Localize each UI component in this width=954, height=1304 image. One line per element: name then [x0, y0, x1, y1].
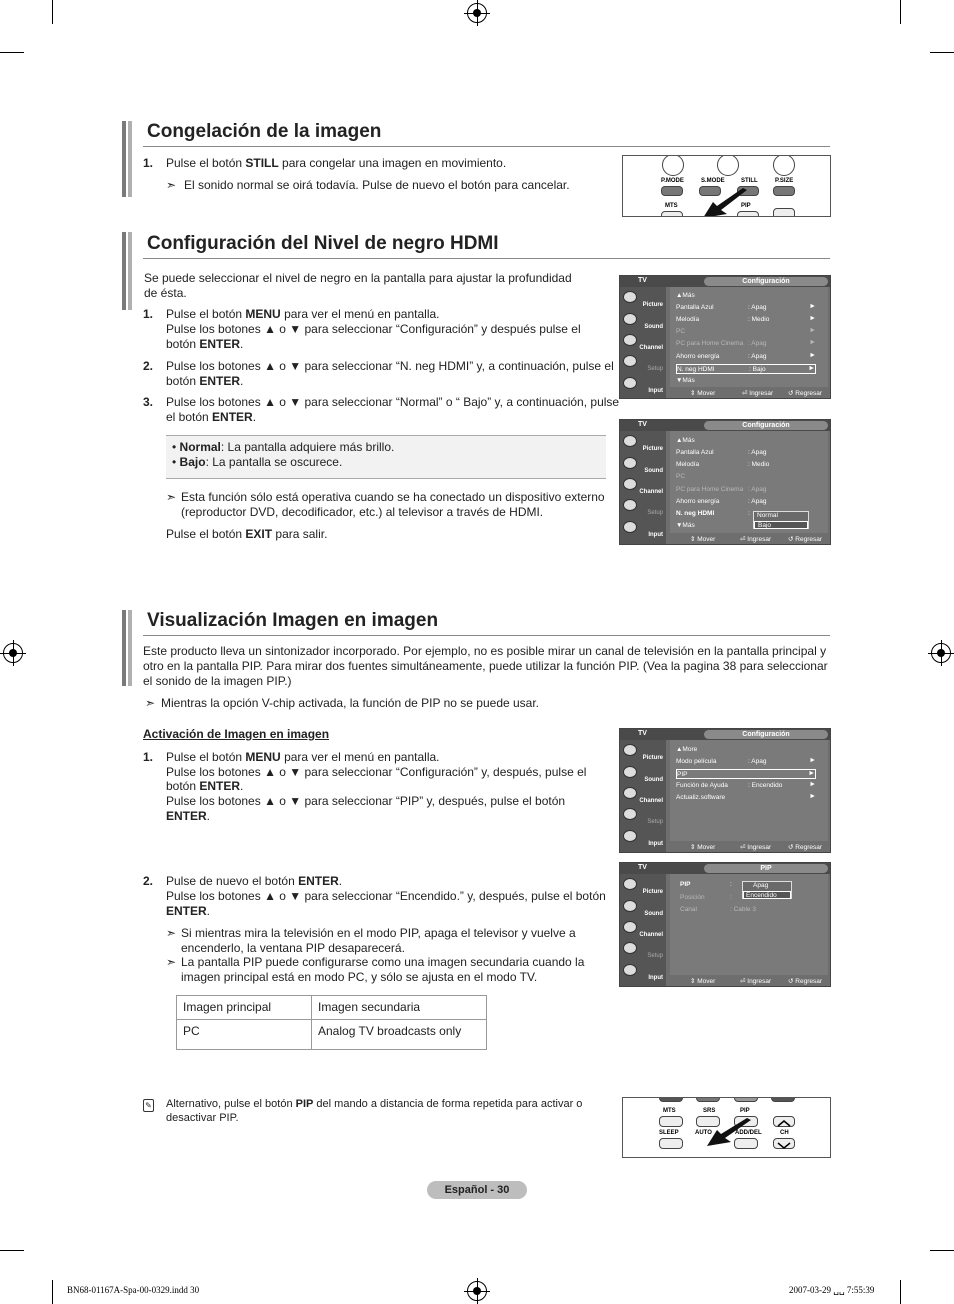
remote-label: STILL: [741, 178, 758, 184]
channel-icon: [623, 787, 637, 799]
crop-mark: [930, 1250, 954, 1251]
remote-label: ADD/DEL: [735, 1130, 762, 1136]
table-cell: Analog TV broadcasts only: [312, 1020, 487, 1050]
osd-title: Configuración: [704, 730, 828, 739]
remote-button-round: [717, 155, 739, 176]
osd-row: ▲Más: [676, 292, 695, 299]
osd-side-label: Picture: [642, 889, 663, 895]
section-bar: [122, 610, 132, 686]
osd-foot-return: ↺ Regresar: [788, 978, 822, 985]
remote-button: [659, 1116, 683, 1127]
osd-row: ▼Más: [676, 377, 695, 384]
remote-button: [659, 1138, 683, 1149]
sound-icon: [623, 900, 637, 912]
channel-icon: [623, 921, 637, 933]
picture-icon: [623, 291, 637, 303]
osd-foot-move: ⇕ Mover: [690, 390, 716, 397]
step-text: botón ENTER.: [166, 374, 244, 388]
setup-icon: [623, 808, 637, 820]
step-number: 1.: [143, 750, 154, 764]
osd-side-label: Sound: [644, 468, 663, 474]
osd-row: N. neg HDMI :: [676, 510, 750, 517]
step-number: 2.: [143, 359, 154, 373]
osd-side-label: Picture: [642, 302, 663, 308]
osd-side-label: Sound: [644, 777, 663, 783]
picture-icon: [623, 435, 637, 447]
osd-row-selected: PIP ►: [677, 770, 815, 778]
section-title: Congelación de la imagen: [147, 121, 382, 142]
table-cell: PC: [177, 1020, 312, 1050]
step-text: ENTER.: [166, 809, 211, 823]
osd-side-label: Setup: [647, 819, 663, 825]
osd-tv-label: TV: [638, 421, 647, 428]
pointer-arrow-icon: [705, 1118, 753, 1148]
step-number: 3.: [143, 395, 154, 409]
crop-mark: [0, 52, 24, 53]
osd-row: Melodía : Medio: [676, 461, 770, 468]
step-number: 1.: [143, 307, 154, 321]
osd-side-label: Input: [648, 841, 663, 847]
remote-label: PIP: [740, 1108, 750, 1114]
remote-button: [661, 211, 683, 217]
note-text: El sonido normal se oirá todavía. Pulse de nuevo el botón para cancelar.: [184, 178, 570, 192]
osd-foot-move: ⇕ Mover: [690, 978, 716, 985]
osd-side-label: Setup: [647, 366, 663, 372]
input-icon: [623, 830, 637, 842]
crop-mark: [52, 0, 53, 24]
intro-text: Se puede seleccionar el nivel de negro en la pantalla para ajustar la profundidad: [144, 271, 572, 285]
channel-down-icon: [773, 1138, 795, 1149]
registration-mark-icon: [3, 643, 23, 663]
step-text: Pulse los botones ▲ o ▼ para seleccionar “Configuración” y, después, pulse el: [166, 765, 587, 779]
note-arrow-icon: ➣: [166, 926, 177, 940]
registration-mark-icon: [467, 1281, 487, 1301]
remote-label: SRS: [703, 1108, 716, 1114]
section-title: Configuración del Nivel de negro HDMI: [147, 233, 499, 254]
input-icon: [623, 377, 637, 389]
step-text: Pulse el botón MENU para ver el menú en pantalla.: [166, 750, 440, 764]
crop-mark: [0, 1250, 24, 1251]
osd-foot-return: ↺ Regresar: [788, 390, 822, 397]
osd-side-label: Input: [648, 532, 663, 538]
note-text: encenderlo, la ventana PIP desaparecerá.: [181, 941, 405, 955]
section-title: Visualización Imagen en imagen: [147, 610, 439, 631]
intro-text: el sonido de la imagen PIP.): [143, 674, 292, 688]
subheading: Activación de Imagen en imagen: [143, 727, 330, 741]
osd-row: Melodía : Medio ►: [676, 315, 816, 323]
crop-mark: [930, 52, 954, 53]
remote-label: MTS: [663, 1108, 676, 1114]
note-arrow-icon: ➣: [166, 490, 177, 504]
osd-tv-label: TV: [638, 864, 647, 871]
picture-icon: [623, 744, 637, 756]
osd-side-label: Sound: [644, 911, 663, 917]
step-text: Pulse los botones ▲ o ▼ para seleccionar “Configuración” y después pulse el: [166, 322, 581, 336]
osd-row: Ahorro energía : Apag ►: [676, 352, 816, 360]
registration-mark-icon: [931, 643, 951, 663]
osd-side-label: Channel: [639, 489, 663, 495]
intro-text: de ésta.: [144, 286, 187, 300]
setup-icon: [623, 499, 637, 511]
note-arrow-icon: ➣: [166, 955, 177, 969]
osd-side-label: Channel: [639, 932, 663, 938]
note-arrow-icon: ➣: [145, 696, 156, 710]
remote-label: P.MODE: [661, 178, 684, 184]
osd-row-selected: N. neg HDMI : Bajo ►: [677, 365, 815, 373]
osd-row: Ahorro energía : Apag: [676, 498, 767, 505]
osd-row: PC: [676, 473, 686, 480]
remote-button: [661, 186, 683, 196]
table-row: [177, 996, 487, 1020]
osd-foot-return: ↺ Regresar: [788, 536, 822, 543]
crop-mark: [52, 1280, 53, 1304]
pointer-arrow-icon: [701, 188, 751, 217]
intro-text: otro en la pantalla PIP. Para mirar dos fuentes simultáneamente, puede utilizar la función PIP. (Vea la pagina 38 para seleccionar: [143, 659, 828, 673]
step-text: botón ENTER.: [166, 779, 244, 793]
note-text: La pantalla PIP puede configurarse como una imagen secundaria cuando la: [181, 955, 585, 969]
remote-label: SLEEP: [659, 1130, 679, 1136]
alt-note-text: Alternativo, pulse el botón PIP del mando a distancia de forma repetida para activar o: [166, 1098, 583, 1110]
note-icon: ✎: [143, 1099, 154, 1112]
osd-row: Posición :: [680, 894, 732, 901]
osd-title: Configuración: [704, 421, 828, 430]
remote-button: [696, 1097, 720, 1102]
step-text: el botón ENTER.: [166, 410, 257, 424]
alt-note-text: desactivar PIP.: [166, 1112, 239, 1124]
table-row: [177, 1020, 487, 1050]
print-file-info: BN68-01167A-Spa-00-0329.indd 30: [67, 1285, 200, 1295]
osd-side-label: Input: [648, 388, 663, 394]
remote-label: P.SIZE: [775, 178, 794, 184]
remote-label: S.MODE: [701, 178, 725, 184]
remote-button: [734, 1097, 758, 1102]
table-cell: Imagen principal: [177, 996, 312, 1020]
osd-option: Apag: [753, 882, 769, 889]
step-text: Pulse los botones ▲ o ▼ para seleccionar “N. neg HDMI” y, a continuación, pulse el: [166, 359, 614, 373]
setup-icon: [623, 942, 637, 954]
section-rule: [143, 258, 830, 259]
osd-option-selected: Bajo: [754, 521, 808, 529]
osd-row: Actualiz.software ►: [676, 793, 816, 801]
osd-row: ▲More: [676, 746, 698, 753]
remote-control-illustration: [622, 155, 831, 217]
osd-foot-enter: ⏎ Ingresar: [740, 536, 772, 543]
osd-foot-enter: ⏎ Ingresar: [740, 844, 772, 851]
exit-text: Pulse el botón EXIT para salir.: [166, 527, 328, 541]
osd-foot-move: ⇕ Mover: [690, 844, 716, 851]
osd-side-label: Setup: [647, 953, 663, 959]
section-rule: [143, 146, 830, 147]
osd-option-selected: Encendido: [743, 891, 791, 899]
crop-mark: [900, 1280, 901, 1304]
intro-text: Este producto lleva un sintonizador incorporado. Por ejemplo, no es posible mirar un canal de televisión en la pantalla principal y: [143, 644, 827, 658]
osd-row: PC para Home Cinema : Apag: [676, 486, 767, 493]
table-cell: Imagen secundaria: [312, 996, 487, 1020]
osd-side-label: Setup: [647, 510, 663, 516]
remote-label: AUTO: [695, 1130, 712, 1136]
power-icon: [662, 155, 684, 176]
osd-row: PIP :: [680, 881, 732, 888]
sound-icon: [623, 766, 637, 778]
step-text: Pulse los botones ▲ o ▼ para seleccionar “PIP” y, después, pulse el botón: [166, 794, 566, 808]
osd-row: Pantalla Azul : Apag ►: [676, 303, 816, 311]
crop-mark: [900, 0, 901, 24]
osd-foot-move: ⇕ Mover: [690, 536, 716, 543]
osd-dropdown: [742, 881, 792, 899]
step-text: botón ENTER.: [166, 337, 244, 351]
section-rule: [143, 635, 830, 636]
remote-button: [773, 186, 795, 196]
note-text: Mientras la opción V-chip activada, la función de PIP no se puede usar.: [161, 696, 540, 710]
osd-foot-enter: ⏎ Ingresar: [740, 978, 772, 985]
section-bar: [122, 121, 132, 197]
page-number-badge: Español - 30: [427, 1181, 527, 1199]
osd-side-label: Channel: [639, 345, 663, 351]
step-text: Pulse el botón MENU para ver el menú en pantalla.: [166, 307, 440, 321]
mode-table: [176, 995, 487, 1050]
remote-button: [773, 208, 795, 217]
step-text: Pulse de nuevo el botón ENTER.: [166, 874, 343, 888]
remote-button-round: [773, 155, 795, 176]
osd-row: Pantalla Azul : Apag: [676, 449, 767, 456]
osd-side-label: Input: [648, 975, 663, 981]
osd-menu-screen: [619, 862, 831, 987]
note-arrow-icon: ➣: [166, 178, 177, 192]
osd-menu-screen: [619, 728, 831, 853]
osd-side-label: Picture: [642, 446, 663, 452]
note-text: imagen principal está en modo PC, y sólo se ajusta en el modo TV.: [181, 970, 538, 984]
input-icon: [623, 521, 637, 533]
osd-row: Canal : Cable 3: [680, 906, 757, 913]
sound-icon: [623, 313, 637, 325]
section-bar: [122, 232, 132, 310]
option-item: • Bajo: La pantalla se oscurece.: [172, 455, 343, 469]
remote-label: MTS: [665, 203, 678, 209]
step-number: 1.: [143, 156, 154, 170]
remote-button: [771, 1097, 795, 1102]
osd-tv-label: TV: [638, 277, 647, 284]
note-text: Esta función sólo está operativa cuando se ha conectado un dispositivo externo: [181, 490, 605, 504]
osd-tv-label: TV: [638, 730, 647, 737]
step-number: 2.: [143, 874, 154, 888]
osd-foot-enter: ⏎ Ingresar: [742, 390, 774, 397]
remote-label: PIP: [741, 203, 751, 209]
osd-row: Función de Ayuda : Encendido ►: [676, 781, 816, 789]
setup-icon: [623, 355, 637, 367]
osd-row: ▲Más: [676, 437, 695, 444]
osd-option: Normal: [757, 512, 778, 519]
osd-side-label: Sound: [644, 324, 663, 330]
osd-menu-screen: [619, 419, 831, 545]
osd-title: Configuración: [704, 277, 828, 286]
osd-foot-return: ↺ Regresar: [788, 844, 822, 851]
osd-row: PC ►: [676, 327, 816, 335]
osd-side-label: Picture: [642, 755, 663, 761]
step-text: Pulse el botón STILL para congelar una imagen en movimiento.: [166, 156, 507, 170]
step-text: ENTER.: [166, 904, 211, 918]
remote-label: CH: [780, 1130, 789, 1136]
osd-title: PIP: [704, 864, 828, 873]
note-text: Si mientras mira la televisión en el modo PIP, apaga el televisor y vuelve a: [181, 926, 576, 940]
registration-mark-icon: [467, 3, 487, 23]
sound-icon: [623, 457, 637, 469]
osd-side-label: Channel: [639, 798, 663, 804]
osd-row: Modo película : Apag ►: [676, 757, 816, 765]
osd-row: PC para Home Cinema : Apag ►: [676, 339, 816, 347]
note-text: (reproductor DVD, decodificador, etc.) al televisor a través de HDMI.: [181, 505, 544, 519]
remote-button: [659, 1097, 683, 1102]
picture-icon: [623, 878, 637, 890]
step-text: Pulse los botones ▲ o ▼ para seleccionar “Normal” o “ Bajo” y, a continuación, pulse: [166, 395, 620, 409]
osd-dropdown: [753, 511, 809, 529]
channel-up-icon: [773, 1116, 795, 1127]
channel-icon: [623, 334, 637, 346]
channel-icon: [623, 478, 637, 490]
print-date-info: 2007-03-29 ␣␣ 7:55:39: [789, 1285, 875, 1295]
input-icon: [623, 964, 637, 976]
option-item: • Normal: La pantalla adquiere más brillo.: [172, 440, 395, 454]
remote-control-illustration: [622, 1097, 831, 1158]
osd-row: ▼Más: [676, 522, 695, 529]
osd-menu-screen: [619, 275, 831, 399]
step-text: Pulse los botones ▲ o ▼ para seleccionar “Encendido.” y, después, pulse el botón: [166, 889, 606, 903]
